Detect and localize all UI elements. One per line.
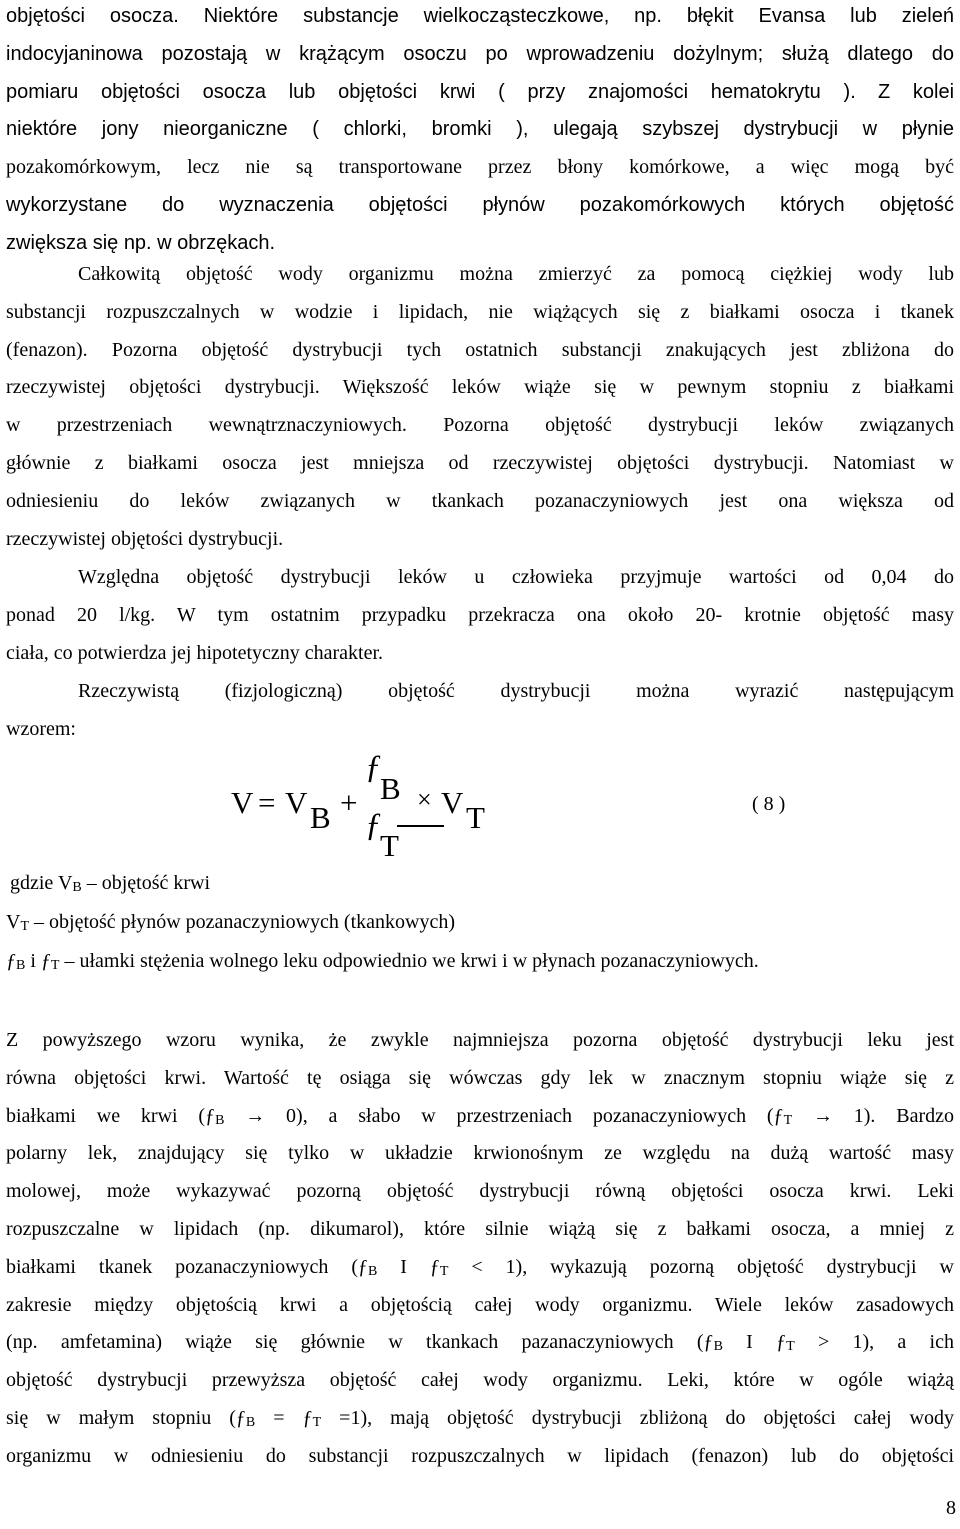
text-segment: się w małym stopniu (ƒ: [6, 1406, 246, 1429]
definition-fractions: [6, 950, 759, 974]
text-line: ponad 20 l/kg. W tym ostatnim przypadku przekracza ona około 20- krotnie objętość masy: [6, 603, 954, 626]
formula-v: V: [285, 785, 308, 820]
text-segment: białkami we krwi (ƒ: [6, 1104, 216, 1127]
formula-sub-t: T: [466, 800, 485, 835]
text-line: głównie z białkami osocza jest mniejsza od rzeczywistej objętości dystrybucji. Natomiast w: [6, 451, 954, 474]
paragraph-3: [6, 559, 954, 672]
definition-vb: [10, 872, 210, 896]
text-line: [6, 1249, 954, 1287]
text-line: ciała, co potwierdza jej hipotetyczny charakter.: [6, 641, 384, 664]
formula-equals: =: [258, 785, 276, 820]
text-line: organizmu w odniesieniu do substancji rozpuszczalnych w lipidach (fenazon) lub do objętości: [6, 1444, 954, 1467]
text-line: substancji rozpuszczalnych w wodzie i lipidach, nie wiążących się z białkami osocza i tkanek: [6, 300, 954, 323]
text-line: Całkowitą objętość wody organizmu można zmierzyć za pomocą ciężkiej wody lub: [78, 263, 954, 285]
paragraph-1: [6, 0, 954, 263]
text-line: odniesieniu do leków związanych w tkankach pozanaczyniowych jest ona większa od: [6, 489, 954, 512]
text-segment: = ƒ: [255, 1406, 313, 1429]
subscript: T: [312, 1414, 322, 1430]
text-line: polarny lek, znajdujący się tylko w układzie krwionośnym ze względu na dużą wartość masy: [6, 1142, 954, 1165]
subscript: T: [783, 1112, 793, 1128]
text-segment: =1), mają objętość dystrybucji zbliżoną do objętości całej wody: [321, 1406, 954, 1429]
def-text: – objętość płynów pozanaczyniowych (tkankowych): [29, 911, 456, 933]
text-line: w przestrzeniach wewnątrznaczyniowych. Pozorna objętość dystrybucji leków związanych: [6, 414, 954, 437]
text-line: [6, 1324, 954, 1362]
paragraph-5: [6, 1022, 954, 1476]
text-line: [6, 1400, 954, 1438]
paragraph-2: [6, 256, 954, 558]
def-symbol: ƒ: [40, 950, 51, 972]
text-line: [6, 1098, 954, 1136]
page-number: 8: [946, 1497, 956, 1519]
text-segment: (np. amfetamina) wiąże się głównie w tkankach pazanaczyniowych (ƒ: [6, 1331, 714, 1354]
definition-vt: [6, 911, 455, 935]
text-line: Rzeczywistą (fizjologiczną) objętość dystrybucji można wyrazić następującym: [78, 680, 954, 702]
def-symbol: ƒ: [6, 950, 16, 972]
def-sub: T: [20, 919, 30, 934]
subscript: B: [713, 1339, 723, 1355]
formula-f-denominator: ƒ: [365, 807, 382, 843]
text-line: indocyjaninowa pozostają w krążącym osoczu po wprowadzeniu dożylnym; służą dlatego do: [6, 42, 954, 65]
formula-denominator-sub: T: [380, 828, 399, 863]
fraction-bar: [397, 825, 444, 827]
def-text: i: [25, 950, 41, 972]
def-text: – ułamki stężenia wolnego leku odpowiednio we krwi i w płynach pozanaczyniowych.: [59, 950, 759, 972]
text-segment: → 0), a słabo w przestrzeniach pozanaczyniowych (ƒ: [224, 1104, 784, 1127]
text-line: zwiększa się np. w obrzękach.: [6, 231, 276, 254]
def-sub: B: [16, 958, 26, 973]
subscript: T: [439, 1263, 449, 1279]
paragraph-4: [6, 673, 954, 749]
def-text: gdzie V: [10, 872, 73, 894]
formula-sub-b: B: [310, 800, 331, 835]
formula-v2: V: [441, 785, 464, 820]
text-line: Względna objętość dystrybucji leków u człowieka przyjmuje wartości od 0,04 do: [78, 566, 954, 588]
text-segment: > 1), a ich: [794, 1331, 954, 1354]
formula-lhs: V: [231, 785, 254, 820]
text-line: [6, 74, 954, 112]
text-line: wzorem:: [6, 717, 76, 740]
text-line: Z powyższego wzoru wynika, że zwykle najmniejsza pozorna objętość dystrybucji leku jest: [6, 1029, 954, 1051]
def-text: V: [6, 911, 21, 933]
text-segment: I ƒ: [722, 1331, 787, 1354]
formula-times: ×: [417, 785, 432, 814]
text-line: rzeczywistej objętości dystrybucji. Większość leków wiąże się w pewnym stopniu z białkami: [6, 376, 954, 399]
formula-f-numerator: ƒ: [365, 749, 382, 785]
text-segment: < 1), wykazują pozorną objętość dystrybucji w: [448, 1255, 954, 1278]
text-line: (fenazon). Pozorna objętość dystrybucji tych ostatnich substancji znakujących jest zbliżona do: [6, 338, 954, 361]
subscript: B: [368, 1263, 378, 1279]
subscript: B: [215, 1112, 225, 1128]
def-sub: B: [72, 880, 82, 895]
text-line: rozpuszczalne w lipidach (np. dikumarol), które silnie wiążą się z bałkami osocza, a mniej z: [6, 1217, 954, 1240]
text-line: objętość dystrybucji przewyższa objętość całej wody organizmu. Leki, które w ogóle wiążą: [6, 1369, 954, 1392]
formula-8: [225, 749, 785, 875]
text-line: wykorzystane do wyznaczenia objętości płynów pozakomórkowych których objętość: [6, 193, 954, 216]
equation-number: ( 8 ): [752, 793, 786, 815]
text-line: rzeczywistej objętości dystrybucji.: [6, 527, 284, 550]
def-sub: T: [50, 958, 60, 973]
text-segment: → 1). Bardzo: [792, 1104, 954, 1127]
text-line: zakresie między objętością krwi a objętością całej wody organizmu. Wiele leków zasadowych: [6, 1293, 954, 1316]
text-segment: białkami tkanek pozanaczyniowych (ƒ: [6, 1255, 368, 1278]
def-text: – objętość krwi: [81, 872, 211, 894]
text-line: pozakomórkowym, lecz nie są transportowane przez błony komórkowe, a więc mogą być: [6, 156, 954, 179]
formula-numerator-sub: B: [380, 771, 401, 806]
text-line: równa objętości krwi. Wartość tę osiąga się wówczas gdy lek w znacznym stopniu wiąże się z: [6, 1066, 954, 1089]
text-line: objętości osocza. Niektóre substancje wielkocząsteczkowe, np. błękit Evansa lub zieleń: [6, 5, 954, 27]
text-segment: I ƒ: [377, 1255, 440, 1278]
subscript: B: [245, 1414, 256, 1430]
text-line: molowej, może wykazywać pozorną objętość dystrybucji równą objętości osocza krwi. Leki: [6, 1180, 954, 1203]
formula-plus: +: [340, 785, 358, 820]
subscript: T: [786, 1339, 795, 1355]
text-segment: Z kolei: [877, 80, 955, 103]
text-line: niektóre jony nieorganiczne ( chlorki, bromki ), ulegają szybszej dystrybucji w płynie: [6, 118, 954, 141]
text-segment: pomiaru objętości osocza lub objętości krwi ( przy znajomości hematokrytu ).: [6, 80, 856, 103]
